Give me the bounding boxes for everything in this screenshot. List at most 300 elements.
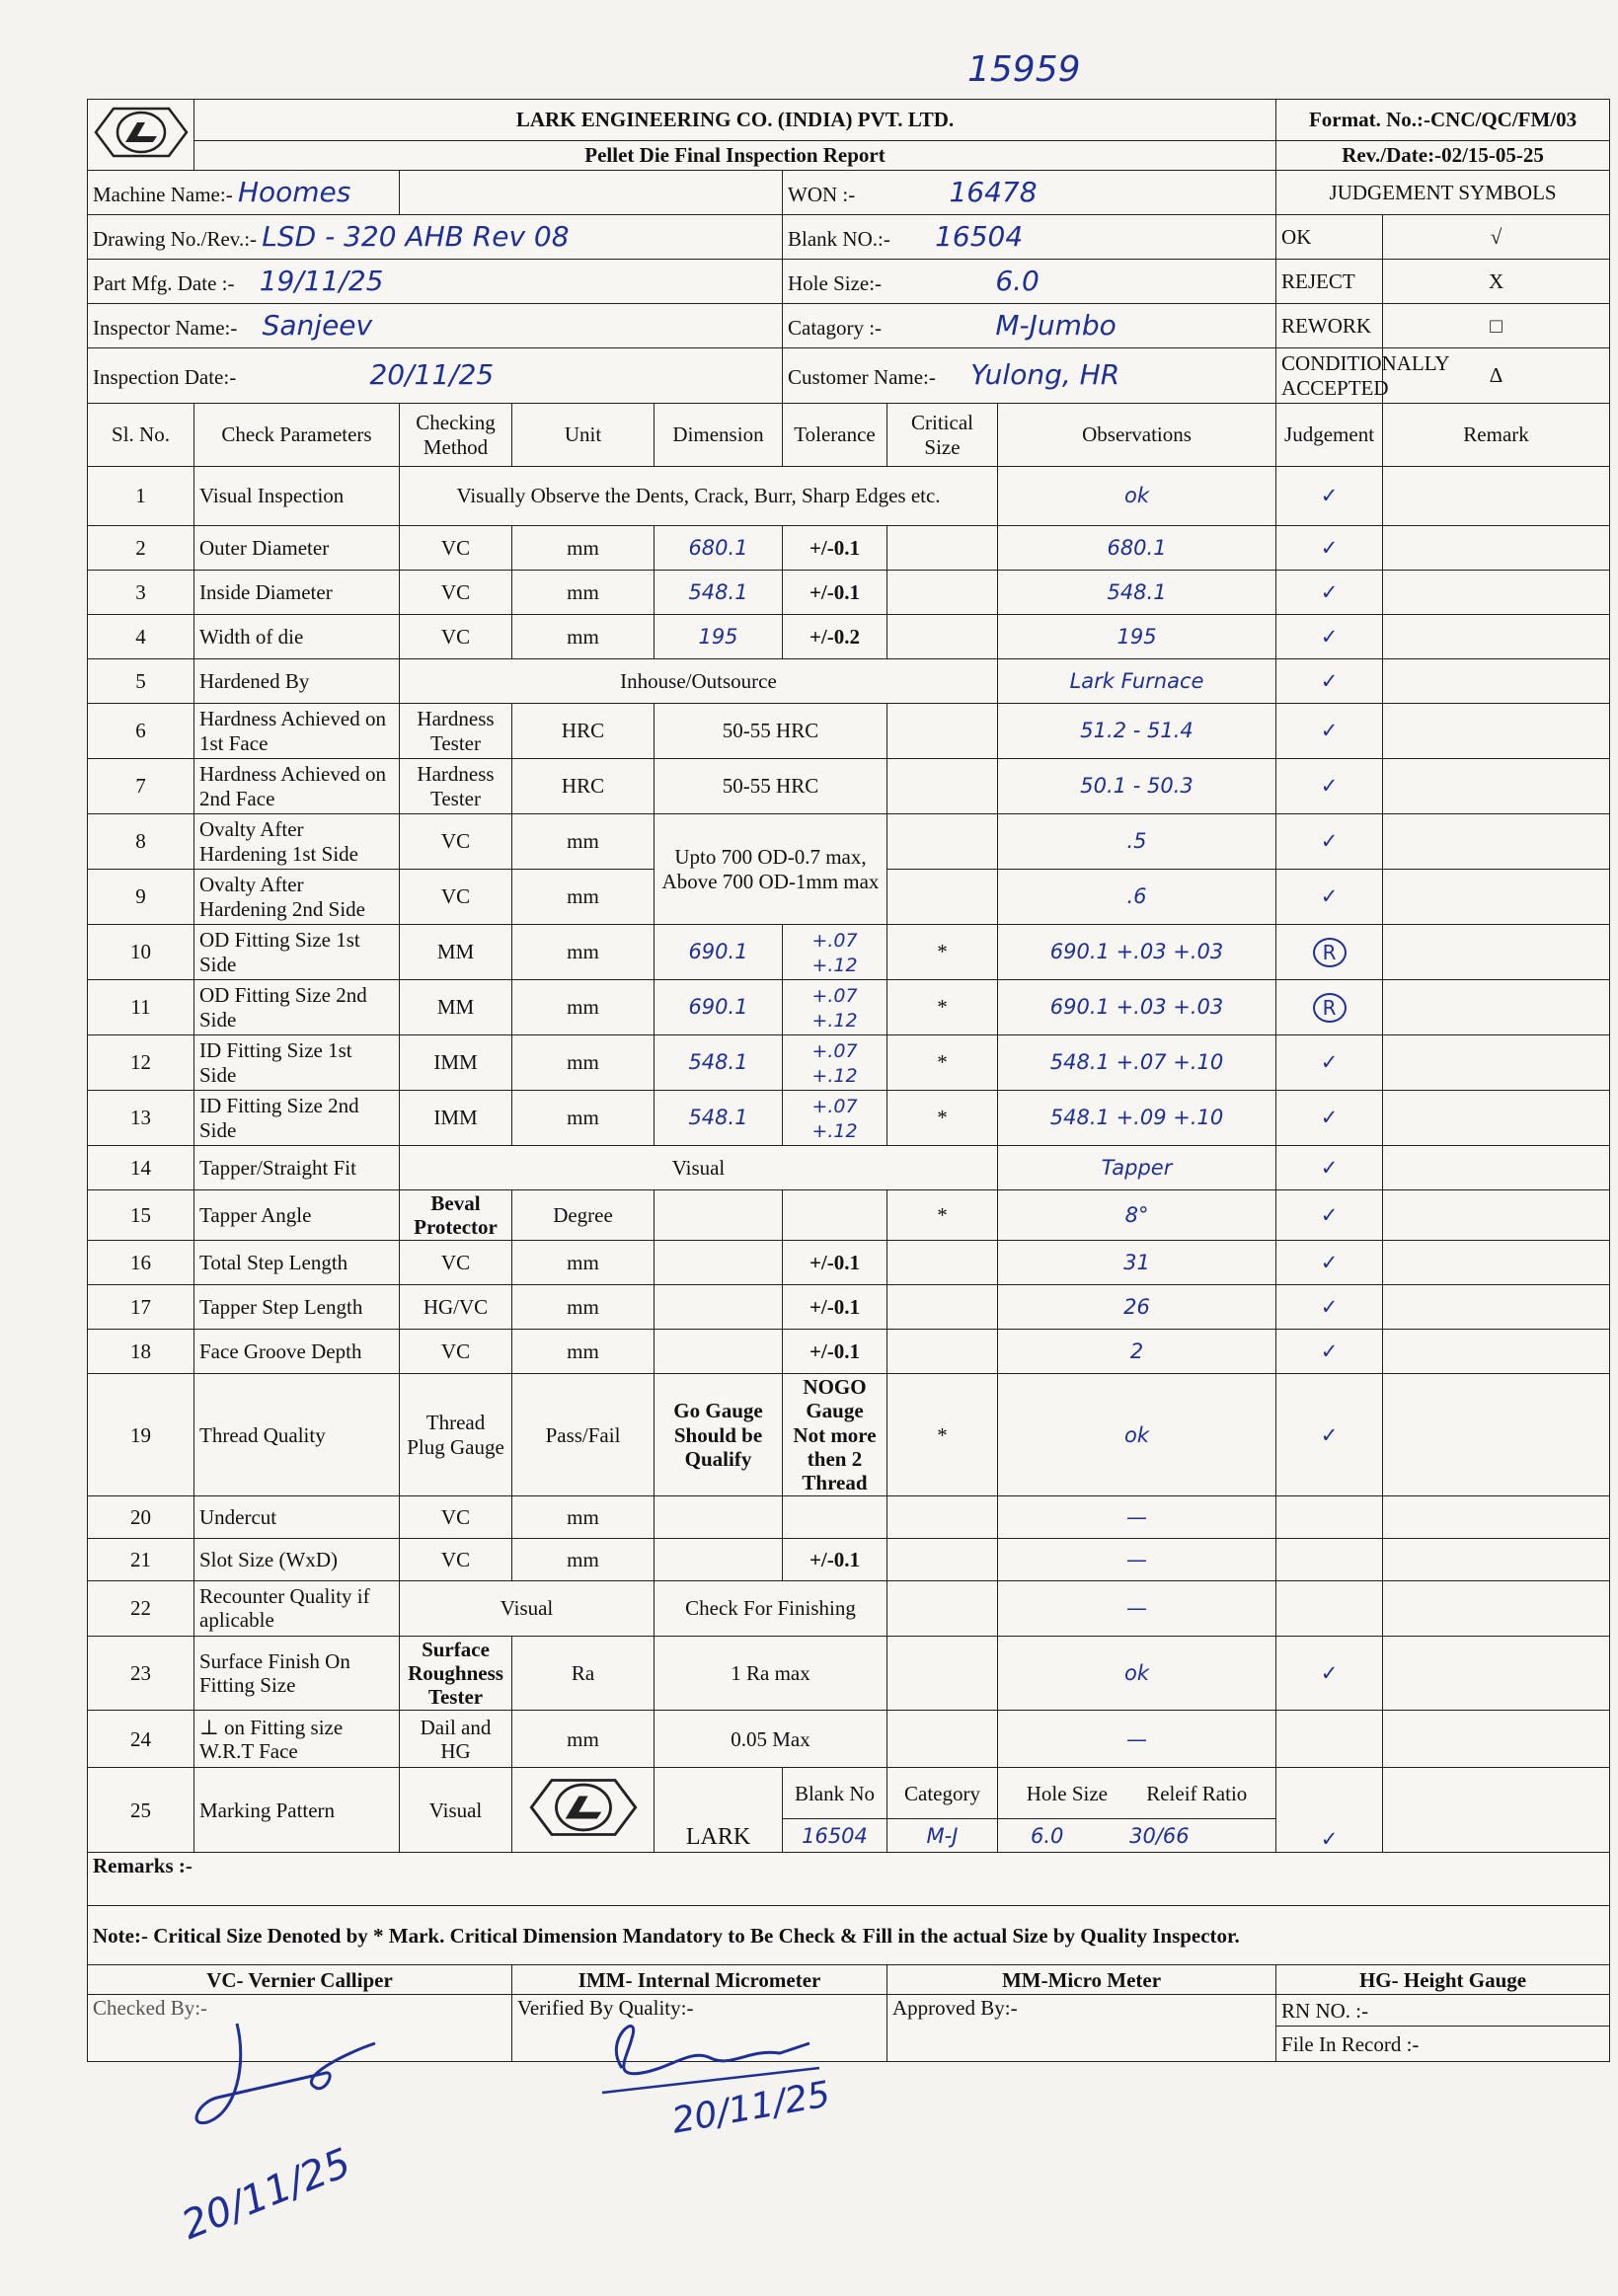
col-header-sl: Sl. No. — [88, 404, 194, 467]
row-param: Undercut — [194, 1495, 400, 1538]
row-observation: 50.1 - 50.3 — [998, 759, 1276, 814]
table-row — [88, 704, 1610, 759]
inspection-date-label: Inspection Date:- — [93, 365, 237, 390]
row-observation: — — [998, 1538, 1276, 1580]
row-tolerance — [783, 1495, 887, 1538]
row-dimension: 548.1 — [655, 1035, 783, 1091]
row-remark — [1383, 1495, 1610, 1538]
row-remark — [1383, 1538, 1610, 1580]
row-judgement — [1276, 1711, 1383, 1768]
row-dimension: Go Gauge Should be Qualify — [655, 1374, 783, 1496]
row-observation: .5 — [998, 814, 1276, 870]
row-tolerance: +/-0.1 — [783, 1285, 887, 1330]
row-method: VC — [400, 615, 512, 659]
row-param: OD Fitting Size 1st Side — [194, 925, 400, 980]
table-row — [88, 571, 1610, 615]
row-method: MM — [400, 925, 512, 980]
row-critical — [887, 1636, 998, 1710]
row-tolerance: +/-0.1 — [783, 1241, 887, 1285]
row-judgement: ✓ — [1276, 1146, 1383, 1190]
table-row — [88, 467, 1610, 526]
row-dimension-tolerance: Check For Finishing — [655, 1580, 887, 1636]
row-judgement: ✓ — [1276, 526, 1383, 571]
row-remark — [1383, 615, 1610, 659]
inspector-name-field — [88, 304, 783, 348]
row-judgement-cell — [1276, 980, 1383, 1035]
row-unit: mm — [512, 1495, 655, 1538]
col-header-tolerance: Tolerance — [783, 404, 887, 467]
marking-value-blank: 16504 — [783, 1819, 887, 1853]
row-dimension: 548.1 — [655, 571, 783, 615]
row-judgement — [1276, 1538, 1383, 1580]
won-label: WON :- — [788, 182, 856, 206]
row-observation: 690.1 +.03 +.03 — [998, 980, 1276, 1035]
row-remark — [1383, 814, 1610, 870]
row-unit: mm — [512, 571, 655, 615]
row-dimension-tolerance: 0.05 Max — [655, 1711, 887, 1768]
row-critical — [887, 1330, 998, 1374]
judgement-conditional-symbol: Δ — [1383, 348, 1610, 404]
table-row — [88, 1768, 1610, 1819]
row-judgement: ✓ — [1276, 1035, 1383, 1091]
row-sl: 19 — [88, 1374, 194, 1496]
row-sl: 18 — [88, 1330, 194, 1374]
row-param: Thread Quality — [194, 1374, 400, 1496]
row-observation: — — [998, 1580, 1276, 1636]
mfg-date-field — [88, 260, 783, 304]
row-param: Hardened By — [194, 659, 400, 704]
row-tolerance — [783, 1035, 887, 1091]
row-critical — [887, 1711, 998, 1768]
row-sl: 25 — [88, 1768, 194, 1853]
row-remark — [1383, 759, 1610, 814]
verified-by-label: Verified By Quality:- — [512, 1995, 887, 2062]
marking-value-category: M-J — [887, 1819, 998, 1853]
judgement-ok-symbol: √ — [1383, 215, 1610, 260]
row-tolerance-lower: +.12 — [811, 1119, 858, 1142]
row-observation: .6 — [998, 870, 1276, 925]
row-method: VC — [400, 1330, 512, 1374]
row-remark — [1383, 1241, 1610, 1285]
row-remark — [1383, 1330, 1610, 1374]
row-sl: 7 — [88, 759, 194, 814]
row-judgement: ✓ — [1276, 1190, 1383, 1241]
row-method: Dail and HG — [400, 1711, 512, 1768]
row-critical — [887, 526, 998, 571]
row-judgement: ✓ — [1276, 467, 1383, 526]
table-row — [88, 1636, 1610, 1710]
row-judgement: ✓ — [1276, 659, 1383, 704]
row-judgement: ✓ — [1276, 1285, 1383, 1330]
mfg-date-value: 19/11/25 — [259, 264, 384, 297]
row-sl: 15 — [88, 1190, 194, 1241]
row-sl: 17 — [88, 1285, 194, 1330]
col-header-unit: Unit — [512, 404, 655, 467]
row-sl: 4 — [88, 615, 194, 659]
row-sl: 8 — [88, 814, 194, 870]
row-param: ID Fitting Size 2nd Side — [194, 1091, 400, 1146]
row-method: IMM — [400, 1091, 512, 1146]
won-field — [783, 171, 1276, 215]
marking-value-relief: 30/66 — [1129, 1823, 1190, 1848]
row-method: VC — [400, 526, 512, 571]
category-value: M-Jumbo — [995, 308, 1117, 342]
table-row — [88, 1330, 1610, 1374]
row-param: Marking Pattern — [194, 1768, 400, 1853]
row-judgement: ✓ — [1276, 615, 1383, 659]
row-tolerance: +/-0.1 — [783, 1538, 887, 1580]
row-sl: 21 — [88, 1538, 194, 1580]
row-observation: 548.1 +.07 +.10 — [998, 1035, 1276, 1091]
row-observation: 690.1 +.03 +.03 — [998, 925, 1276, 980]
row-sl: 22 — [88, 1580, 194, 1636]
row-method: VC — [400, 571, 512, 615]
col-header-critical: Critical Size — [887, 404, 998, 467]
lark-logo-icon — [529, 1773, 638, 1842]
table-row — [88, 1711, 1610, 1768]
row-dimension-tolerance: 50-55 HRC — [655, 759, 887, 814]
row-tolerance — [783, 1190, 887, 1241]
row-tolerance — [783, 980, 887, 1035]
row-tolerance-upper: +.07 — [811, 985, 858, 1008]
row-param: Hardness Achieved on 2nd Face — [194, 759, 400, 814]
row-method: VC — [400, 870, 512, 925]
report-title: Pellet Die Final Inspection Report — [194, 141, 1276, 171]
row-param: Recounter Quality if aplicable — [194, 1580, 400, 1636]
row-observation: 548.1 +.09 +.10 — [998, 1091, 1276, 1146]
row-critical — [887, 1538, 998, 1580]
checked-by-signature — [178, 2004, 395, 2152]
checked-by-date: 20/11/25 — [175, 2140, 357, 2249]
row-remark — [1383, 1091, 1610, 1146]
row-unit: mm — [512, 1330, 655, 1374]
row-observation: 195 — [998, 615, 1276, 659]
row-method: Hardness Tester — [400, 704, 512, 759]
row-param: Surface Finish On Fitting Size — [194, 1636, 400, 1710]
row-observation: 2 — [998, 1330, 1276, 1374]
row-param: ID Fitting Size 1st Side — [194, 1035, 400, 1091]
row-unit: Ra — [512, 1636, 655, 1710]
judgement-reject-symbol: X — [1383, 260, 1610, 304]
row-critical — [887, 1495, 998, 1538]
row-method: Surface Roughness Tester — [400, 1636, 512, 1710]
row-observation: — — [998, 1711, 1276, 1768]
col-header-observations: Observations — [998, 404, 1276, 467]
row-observation: 680.1 — [998, 526, 1276, 571]
table-row — [88, 659, 1610, 704]
row-param: Ovalty After Hardening 2nd Side — [194, 870, 400, 925]
row-critical — [887, 814, 998, 870]
row-unit: mm — [512, 1538, 655, 1580]
row-remark — [1383, 526, 1610, 571]
row-unit: Degree — [512, 1190, 655, 1241]
row-sl: 13 — [88, 1091, 194, 1146]
row-sl: 10 — [88, 925, 194, 980]
row-critical: * — [887, 1374, 998, 1496]
row-sl: 23 — [88, 1636, 194, 1710]
page-stamp-number: 15959 — [967, 49, 1081, 90]
row-judgement: ✓ — [1276, 759, 1383, 814]
row-unit: mm — [512, 1711, 655, 1768]
row-judgement: ✓ — [1276, 1091, 1383, 1146]
row-param: Tapper/Straight Fit — [194, 1146, 400, 1190]
row-method: Visual — [400, 1768, 512, 1853]
judgement-rework-symbol: □ — [1383, 304, 1610, 348]
row-tolerance: NOGO Gauge Not more then 2 Thread — [783, 1374, 887, 1496]
table-row — [88, 1538, 1610, 1580]
row-param: Tapper Step Length — [194, 1285, 400, 1330]
rn-no-label: RN NO. :- — [1276, 1995, 1610, 2027]
row-param: Tapper Angle — [194, 1190, 400, 1241]
row-critical: * — [887, 1035, 998, 1091]
company-logo-cell — [88, 100, 194, 171]
marking-logo-cell — [512, 1768, 655, 1853]
col-header-dimension: Dimension — [655, 404, 783, 467]
row-dimension — [655, 1330, 783, 1374]
row-param: Visual Inspection — [194, 467, 400, 526]
marking-header-hole: Hole Size — [1026, 1781, 1108, 1805]
row-method: Hardness Tester — [400, 759, 512, 814]
row-observation: 548.1 — [998, 571, 1276, 615]
row-judgement: ✓ — [1276, 571, 1383, 615]
row-unit: mm — [512, 1035, 655, 1091]
col-header-judgement: Judgement — [1276, 404, 1383, 467]
row-judgement: ✓ — [1276, 1768, 1383, 1853]
row-remark — [1383, 704, 1610, 759]
row-unit: mm — [512, 1285, 655, 1330]
row-judgement: ✓ — [1276, 814, 1383, 870]
file-in-record-label: File In Record :- — [1276, 2027, 1610, 2062]
row-judgement — [1276, 1580, 1383, 1636]
row-method: HG/VC — [400, 1285, 512, 1330]
category-label: Catagory :- — [788, 315, 883, 340]
row-observation: ok — [998, 467, 1276, 526]
row-tolerance: +/-0.1 — [783, 1330, 887, 1374]
row-judgement — [1276, 1495, 1383, 1538]
row-tolerance-upper: +.07 — [811, 1096, 858, 1118]
row-remark — [1383, 1035, 1610, 1091]
row-critical — [887, 704, 998, 759]
table-row — [88, 1580, 1610, 1636]
row-observation: 8° — [998, 1190, 1276, 1241]
row-observation: ok — [998, 1374, 1276, 1496]
row-method: VC — [400, 814, 512, 870]
checked-by-label: Checked By:- — [88, 1995, 512, 2062]
row-observation: ok — [998, 1636, 1276, 1710]
row-critical — [887, 615, 998, 659]
row-unit: mm — [512, 526, 655, 571]
hole-size-label: Hole Size:- — [788, 270, 883, 295]
approved-by-label: Approved By:- — [887, 1995, 1276, 2062]
row-judgement-cell — [1276, 925, 1383, 980]
row-sl: 2 — [88, 526, 194, 571]
table-row — [88, 925, 1610, 980]
row-tolerance-lower: +.12 — [811, 954, 858, 976]
row-critical: * — [887, 1190, 998, 1241]
row-param: Ovalty After Hardening 1st Side — [194, 814, 400, 870]
row-judgement: ✓ — [1276, 704, 1383, 759]
row-dimension — [655, 1190, 783, 1241]
row-remark — [1383, 571, 1610, 615]
row-unit: HRC — [512, 759, 655, 814]
marking-header-relief: Releif Ratio — [1146, 1781, 1248, 1805]
row-tolerance — [783, 1091, 887, 1146]
marking-lark-text: LARK — [655, 1768, 783, 1853]
row-tolerance-lower: +.12 — [811, 1009, 858, 1032]
inspector-name-value: Sanjeev — [262, 308, 373, 342]
row-remark — [1383, 1711, 1610, 1768]
row-remark — [1383, 659, 1610, 704]
inspection-date-value: 20/11/25 — [369, 358, 495, 392]
row-method: Beval Protector — [400, 1190, 512, 1241]
marking-value-hole-relief — [998, 1819, 1276, 1853]
marking-header-blank: Blank No — [783, 1768, 887, 1819]
row-tolerance: +/-0.1 — [783, 571, 887, 615]
row-judgement: ✓ — [1276, 1636, 1383, 1710]
row-method: VC — [400, 1241, 512, 1285]
machine-name-field — [88, 171, 400, 215]
row-observation: Lark Furnace — [998, 659, 1276, 704]
inspector-name-label: Inspector Name:- — [93, 315, 238, 340]
company-name: LARK ENGINEERING CO. (INDIA) PVT. LTD. — [194, 100, 1276, 141]
machine-name-extra — [400, 171, 783, 215]
row-method: Thread Plug Gauge — [400, 1374, 512, 1496]
table-row — [88, 980, 1610, 1035]
category-field — [783, 304, 1276, 348]
drawing-no-label: Drawing No./Rev.:- — [93, 226, 258, 251]
row-unit: mm — [512, 1091, 655, 1146]
row-unit: mm — [512, 615, 655, 659]
row-param: Total Step Length — [194, 1241, 400, 1285]
row-dimension: 548.1 — [655, 1091, 783, 1146]
row-judgement: ✓ — [1276, 1241, 1383, 1285]
customer-name-label: Customer Name:- — [788, 365, 936, 390]
customer-name-field — [783, 348, 1276, 404]
row-unit: HRC — [512, 704, 655, 759]
row-sl: 1 — [88, 467, 194, 526]
row-method: MM — [400, 980, 512, 1035]
row-sl: 3 — [88, 571, 194, 615]
table-row — [88, 1035, 1610, 1091]
inspection-report-table — [87, 99, 1610, 2062]
row-param: ⊥ on Fitting size W.R.T Face — [194, 1711, 400, 1768]
row-unit: mm — [512, 1241, 655, 1285]
row-observation: 31 — [998, 1241, 1276, 1285]
judgement-ok-label: OK — [1276, 215, 1383, 260]
revision-date: Rev./Date:-02/15-05-25 — [1276, 141, 1610, 171]
table-row — [88, 1241, 1610, 1285]
col-header-method: Checking Method — [400, 404, 512, 467]
row-unit: Pass/Fail — [512, 1374, 655, 1496]
row-critical — [887, 759, 998, 814]
verified-by-date: 20/11/25 — [668, 2074, 834, 2142]
row-judgement: R — [1313, 993, 1347, 1023]
row-critical — [887, 1285, 998, 1330]
row-tolerance-upper: +.07 — [811, 1040, 858, 1063]
row-dimension: 195 — [655, 615, 783, 659]
row-remark — [1383, 1146, 1610, 1190]
row-sl: 20 — [88, 1495, 194, 1538]
row-dimension — [655, 1495, 783, 1538]
row-sl: 11 — [88, 980, 194, 1035]
row-dimension: 690.1 — [655, 980, 783, 1035]
row-remark — [1383, 1374, 1610, 1496]
row-unit: mm — [512, 870, 655, 925]
col-header-param: Check Parameters — [194, 404, 400, 467]
row-merged: Visual — [400, 1146, 998, 1190]
row-observation: Tapper — [998, 1146, 1276, 1190]
row-sl: 6 — [88, 704, 194, 759]
drawing-no-field — [88, 215, 783, 260]
legend-hg: HG- Height Gauge — [1276, 1965, 1610, 1995]
hole-size-field — [783, 260, 1276, 304]
inspection-date-field — [88, 348, 783, 404]
table-row — [88, 1285, 1610, 1330]
row-remark — [1383, 870, 1610, 925]
row-dimension-tolerance: 1 Ra max — [655, 1636, 887, 1710]
row-tolerance: +/-0.2 — [783, 615, 887, 659]
blank-no-field — [783, 215, 1276, 260]
table-row — [88, 526, 1610, 571]
drawing-no-value: LSD - 320 AHB Rev 08 — [262, 219, 570, 253]
row-critical — [887, 870, 998, 925]
row-unit: mm — [512, 925, 655, 980]
row-method: VC — [400, 1495, 512, 1538]
row-param: OD Fitting Size 2nd Side — [194, 980, 400, 1035]
lark-logo-icon — [94, 105, 189, 160]
row-dimension-tolerance: Upto 700 OD-0.7 max, Above 700 OD-1mm max — [655, 814, 887, 925]
hole-size-value: 6.0 — [995, 264, 1040, 297]
row-param: Inside Diameter — [194, 571, 400, 615]
row-sl: 14 — [88, 1146, 194, 1190]
row-tolerance: +/-0.1 — [783, 526, 887, 571]
legend-mm: MM-Micro Meter — [887, 1965, 1276, 1995]
judgement-reject-label: REJECT — [1276, 260, 1383, 304]
row-method: VC — [400, 1538, 512, 1580]
row-remark — [1383, 467, 1610, 526]
legend-imm: IMM- Internal Micrometer — [512, 1965, 887, 1995]
marking-header-category: Category — [887, 1768, 998, 1819]
table-row — [88, 615, 1610, 659]
row-unit: mm — [512, 814, 655, 870]
row-param: Width of die — [194, 615, 400, 659]
judgement-rework-label: REWORK — [1276, 304, 1383, 348]
row-remark — [1383, 1190, 1610, 1241]
row-sl: 16 — [88, 1241, 194, 1285]
row-dimension-tolerance: 50-55 HRC — [655, 704, 887, 759]
row-param: Slot Size (WxD) — [194, 1538, 400, 1580]
blank-no-value: 16504 — [935, 219, 1024, 253]
row-critical — [887, 1580, 998, 1636]
marking-header-hole-relief — [998, 1768, 1276, 1819]
table-row — [88, 759, 1610, 814]
row-tolerance-lower: +.12 — [811, 1064, 858, 1087]
row-tolerance-upper: +.07 — [811, 930, 858, 953]
critical-size-note: Note:- Critical Size Denoted by * Mark. Critical Dimension Mandatory to Be Check & Fill in the actual Size by Quality Inspector. — [88, 1906, 1610, 1965]
row-critical — [887, 1241, 998, 1285]
table-row — [88, 1495, 1610, 1538]
row-dimension: 680.1 — [655, 526, 783, 571]
legend-vc: VC- Vernier Calliper — [88, 1965, 512, 1995]
row-judgement: ✓ — [1276, 1374, 1383, 1496]
row-observation: 51.2 - 51.4 — [998, 704, 1276, 759]
table-row — [88, 1146, 1610, 1190]
row-critical: * — [887, 925, 998, 980]
row-dimension — [655, 1285, 783, 1330]
row-merged: Visually Observe the Dents, Crack, Burr, Sharp Edges etc. — [400, 467, 998, 526]
row-merged: Visual — [400, 1580, 655, 1636]
row-dimension: 690.1 — [655, 925, 783, 980]
